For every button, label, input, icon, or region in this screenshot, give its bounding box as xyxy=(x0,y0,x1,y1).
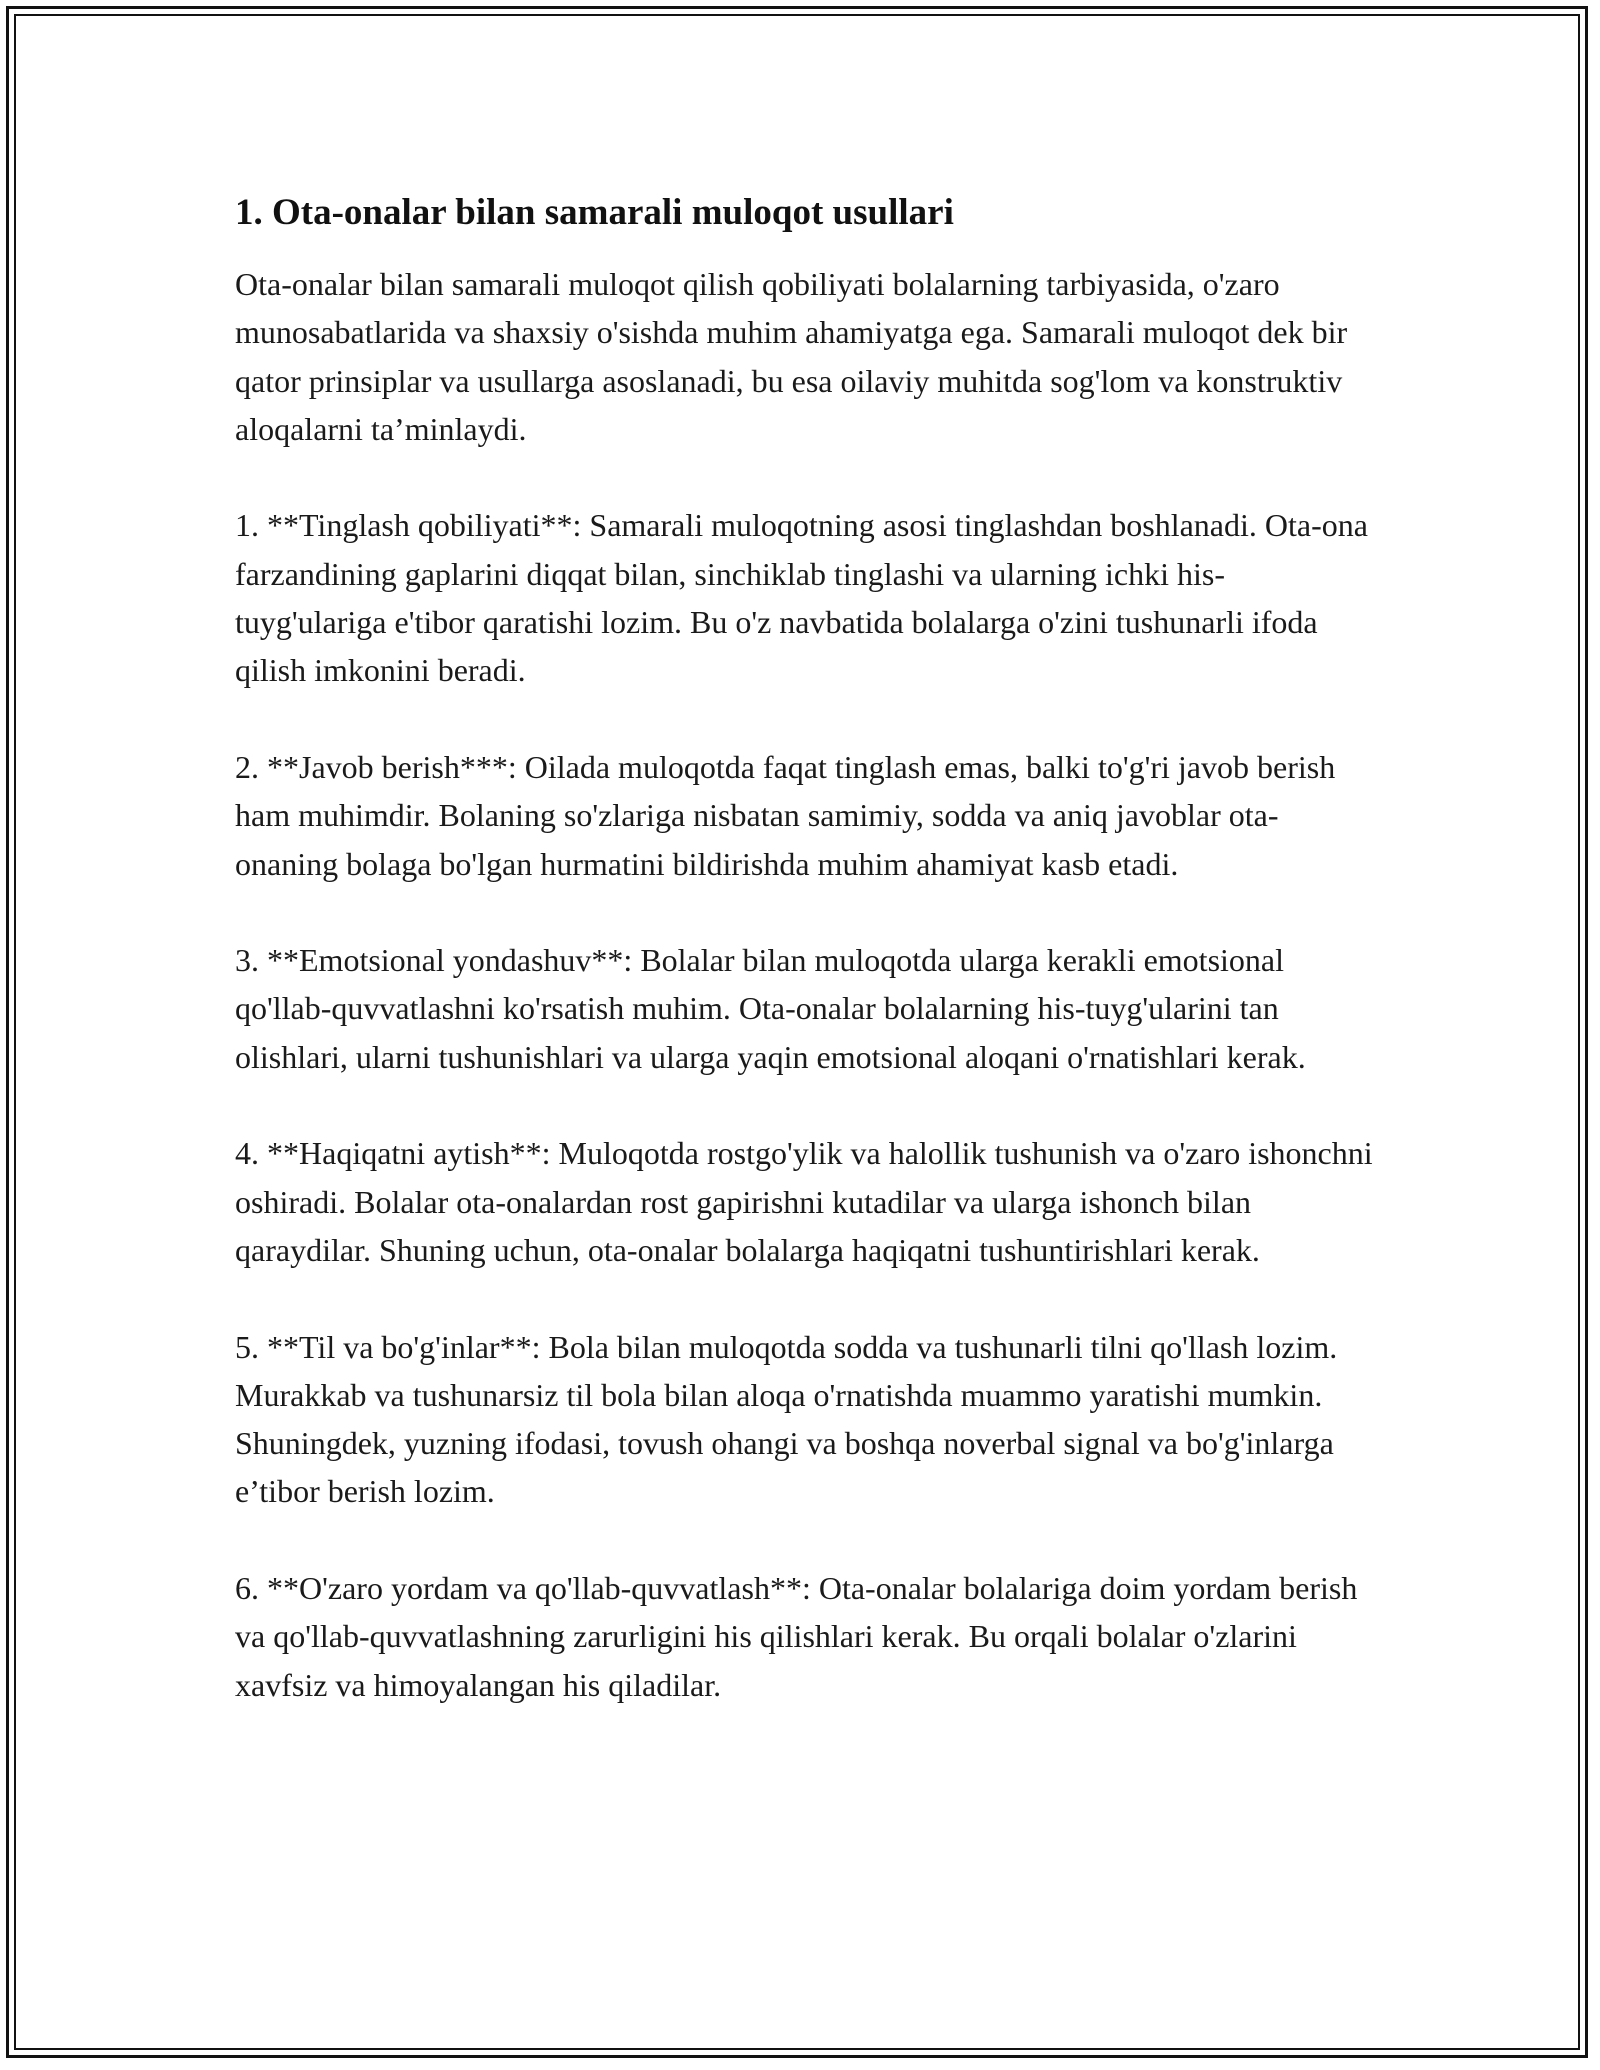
paragraph-javob: 2. **Javob berish***: Oilada muloqotda faqat tinglash emas, balki to'g'ri javob berish ham muhimdir. Bolaning so'zlariga nisbatan samimiy, sodda va aniq javoblar ota-onaning bolaga bo'lgan hurmatini bildirishda muhim ahamiyat kasb etadi. xyxy=(235,748,1336,882)
paragraph-til: 5. **Til va bo'g'inlar**: Bola bilan muloqotda sodda va tushunarli tilni qo'llash lozim. Murakkab va tushunarsiz til bola bilan aloqa o'rnatishda muammo yaratishi mumkin. Shuningdek, yuzning ifodasi, tovush ohangi va boshqa noverbal signal va bo'g'inlarga e’tibor berish lozim. xyxy=(235,1328,1338,1510)
document-body xyxy=(235,190,1375,1757)
paragraph-yordam: 6. **O'zaro yordam va qo'llab-quvvatlash**: Ota-onalar bolalariga doim yordam berish va qo'llab-quvvatlashning zarurligini his qilishlari kerak. Bu orqali bolalar o'zlarini xavfsiz va himoyalangan his qiladilar. xyxy=(235,1570,1358,1703)
document-title: 1. Ota-onalar bilan samarali muloqot usullari xyxy=(235,192,954,233)
paragraph-tinglash: 1. **Tinglash qobiliyati**: Samarali muloqotning asosi tinglashdan boshlanadi. Ota-ona farzandining gaplarini diqqat bilan, sinchiklab tinglashi va ularning ichki his-tuyg'ulariga e'tibor qaratishi lozim. Bu o'z navbatida bolalarga o'zini tushunarli ifoda qilish imkonini beradi. xyxy=(235,507,1368,689)
paragraph-haqiqat: 4. **Haqiqatni aytish**: Muloqotda rostgo'ylik va halollik tushunish va o'zaro ishonchni oshiradi. Bolalar ota-onalardan rost gapirishni kutadilar va ularga ishonch bilan qaraydilar. Shuning uchun, ota-onalar bolalarga haqiqatni tushuntirishlari kerak. xyxy=(235,1135,1373,1268)
paragraph-emotsional: 3. **Emotsional yondashuv**: Bolalar bilan muloqotda ularga kerakli emotsional qo'llab-quvvatlashni ko'rsatish muhim. Ota-onalar bolalarning his-tuyg'ularini tan olishlari, ularni tushunishlari va ularga yaqin emotsional aloqani o'rnatishlari kerak. xyxy=(235,942,1306,1075)
intro-paragraph: Ota-onalar bilan samarali muloqot qilish qobiliyati bolalarning tarbiyasida, o'zaro munosabatlarida va shaxsiy o'sishda muhim ahamiyatga ega. Samarali muloqot dek bir qator prinsiplar va usullarga asoslanadi, bu esa oilaviy muhitda sog'lom va konstruktiv aloqalarni ta’minlaydi. xyxy=(235,266,1348,447)
